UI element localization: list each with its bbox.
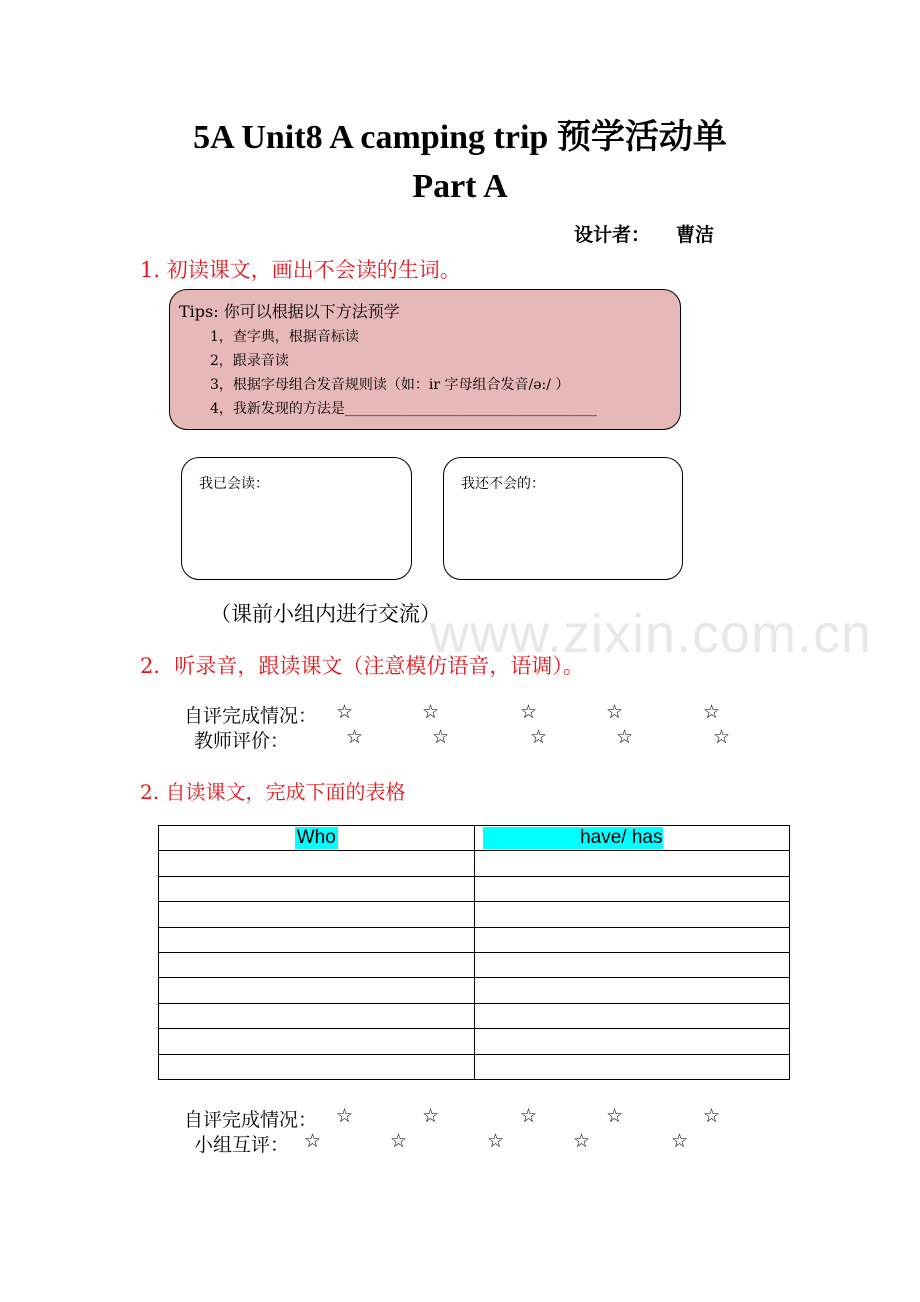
have-cell[interactable] [474, 978, 790, 1003]
known-words-box[interactable] [181, 457, 412, 580]
group-eval-label: 小组互评： [194, 1134, 290, 1156]
who-cell[interactable] [159, 876, 475, 901]
star-icon[interactable]: ☆ [336, 701, 354, 723]
exchange-note: （课前小组内进行交流） [210, 602, 441, 626]
who-cell[interactable] [159, 902, 475, 927]
page-subtitle: Part A [412, 168, 508, 205]
who-have-table [158, 825, 790, 1080]
star-icon[interactable]: ☆ [713, 726, 731, 748]
known-words-label: 我已会读： [199, 476, 269, 492]
star-icon[interactable]: ☆ [606, 1105, 624, 1127]
table-row [159, 902, 790, 927]
header-who-text: Who [296, 827, 336, 849]
tips-line: 4，我新发现的方法是____________________________________ [210, 401, 597, 417]
star-icon[interactable]: ☆ [487, 1130, 505, 1152]
table-row [159, 978, 790, 1003]
table-row [159, 851, 790, 876]
who-cell[interactable] [159, 1029, 475, 1054]
self-eval-label-2: 自评完成情况： [184, 1109, 318, 1131]
star-icon[interactable]: ☆ [703, 1105, 721, 1127]
tips-line: 2，跟录音读 [210, 353, 289, 369]
star-icon[interactable]: ☆ [530, 726, 548, 748]
header-have-text: have/ has [483, 827, 663, 849]
table-row [159, 927, 790, 952]
star-icon[interactable]: ☆ [432, 726, 450, 748]
designer-label: 设计者： [574, 224, 651, 246]
star-icon[interactable]: ☆ [703, 701, 721, 723]
star-icon[interactable]: ☆ [422, 1105, 440, 1127]
star-icon[interactable]: ☆ [390, 1130, 408, 1152]
star-icon[interactable]: ☆ [346, 726, 364, 748]
designer-name: 曹洁 [676, 224, 715, 246]
star-icon[interactable]: ☆ [616, 726, 634, 748]
have-cell[interactable] [474, 1029, 790, 1054]
star-icon[interactable]: ☆ [336, 1105, 354, 1127]
star-icon[interactable]: ☆ [606, 701, 624, 723]
header-have [474, 826, 790, 851]
star-icon[interactable]: ☆ [520, 1105, 538, 1127]
who-cell[interactable] [159, 851, 475, 876]
tips-line: Tips: 你可以根据以下方法预学 [179, 302, 400, 321]
have-cell[interactable] [474, 902, 790, 927]
have-cell[interactable] [474, 1003, 790, 1028]
star-icon[interactable]: ☆ [422, 701, 440, 723]
who-cell[interactable] [159, 952, 475, 977]
designer-credit [574, 220, 714, 247]
who-cell[interactable] [159, 1003, 475, 1028]
star-icon[interactable]: ☆ [671, 1130, 689, 1152]
section2-heading: 2．听录音，跟读课文（注意模仿语音，语调）。 [140, 654, 584, 678]
table-row [159, 876, 790, 901]
tips-line: 3，根据字母组合发音规则读（如：ir 字母组合发音/ə:/ ） [210, 377, 570, 393]
self-eval-label: 自评完成情况： [184, 705, 318, 727]
tips-line: 1，查字典，根据音标读 [210, 329, 359, 345]
teacher-eval-label: 教师评价： [194, 730, 290, 752]
section3-heading: 2. 自读课文，完成下面的表格 [140, 780, 406, 804]
table-row [159, 952, 790, 977]
have-cell[interactable] [474, 1054, 790, 1079]
star-icon[interactable]: ☆ [304, 1130, 322, 1152]
have-cell[interactable] [474, 876, 790, 901]
unknown-words-box[interactable] [443, 457, 683, 580]
watermark: www.zixin.com.cn [430, 604, 873, 664]
page-title: 5A Unit8 A camping trip 预学活动单 [193, 119, 727, 156]
have-cell[interactable] [474, 952, 790, 977]
star-icon[interactable]: ☆ [573, 1130, 591, 1152]
table-row [159, 1003, 790, 1028]
have-cell[interactable] [474, 927, 790, 952]
who-cell[interactable] [159, 927, 475, 952]
have-cell[interactable] [474, 851, 790, 876]
table-row [159, 1054, 790, 1079]
table-header-row [159, 826, 790, 851]
tips-box [169, 289, 681, 430]
star-icon[interactable]: ☆ [520, 701, 538, 723]
unknown-words-label: 我还不会的： [461, 476, 545, 492]
table-row [159, 1029, 790, 1054]
header-who [159, 826, 475, 851]
who-cell[interactable] [159, 1054, 475, 1079]
who-cell[interactable] [159, 978, 475, 1003]
section1-heading: 1. 初读课文，画出不会读的生词。 [140, 258, 461, 282]
